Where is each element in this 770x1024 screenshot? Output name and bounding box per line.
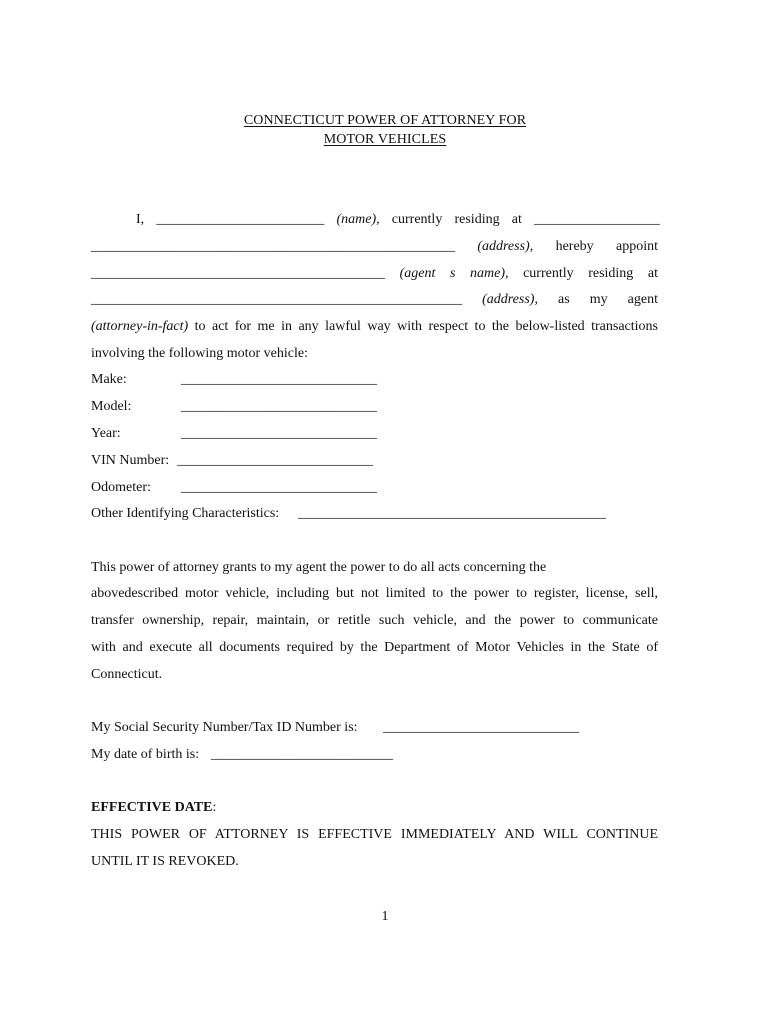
dob-label: My date of birth is: [91,747,200,762]
odometer-label: Odometer: [91,480,151,495]
vin-field[interactable]: ____________________________ [177,453,373,468]
agent-address-blank: _____________________________________________________ [91,292,483,307]
intro-line-6: involving the following motor vehicle: [91,346,308,361]
grant-line-5: Connecticut. [91,667,163,682]
make-label: Make: [91,372,127,387]
name-hint: (name) [336,212,377,227]
as-my-agent-text: , as my agent [534,292,658,307]
lawful-way-text: to act for me in any lawful way with respect to the below-listed transactions [188,319,658,334]
vin-label: VIN Number: [91,453,170,468]
agent-name-hint: (agent s name) [399,266,505,281]
intro-line-4 [91,291,658,309]
grant-line-2: abovedescribed motor vehicle, including but not limited to the power to register, license, sell, [91,586,658,601]
effective-date-colon: : [212,800,217,815]
grant-line-3: transfer ownership, repair, maintain, or retitle such vehicle, and the power to communicate [91,613,658,628]
agent-residing-text: , currently residing at [504,266,658,281]
other-characteristics-field[interactable]: ____________________________________________ [298,506,606,521]
document-title-line-2: MOTOR VEHICLES [323,132,447,147]
effective-line-2: UNTIL IT IS REVOKED. [91,854,239,869]
intro-line-5 [91,318,658,336]
ssn-field[interactable]: ____________________________ [383,720,579,735]
grant-line-4: with and execute all documents required by the Department of Motor Vehicles in the State of [91,640,658,655]
agent-name-blank: __________________________________________ [91,266,400,281]
dob-field[interactable]: __________________________ [211,747,393,762]
year-field[interactable]: ____________________________ [181,426,377,441]
address-hint: (address) [477,239,530,254]
agent-address-hint: (address) [482,292,535,307]
intro-line-3 [91,265,658,283]
grant-line-1: This power of attorney grants to my agent the power to do all acts concerning the [91,560,547,575]
intro-line-1 [136,211,660,229]
make-field[interactable]: ____________________________ [181,372,377,387]
principal-address-blank: ____________________________________________________ [91,239,478,254]
effective-date-heading [91,799,216,817]
intro-line-2 [91,238,658,256]
model-field[interactable]: ____________________________ [181,399,377,414]
odometer-field[interactable]: ____________________________ [181,480,377,495]
document-title-line-1: CONNECTICUT POWER OF ATTORNEY FOR [243,113,527,128]
appoint-text: , hereby appoint [529,239,658,254]
attorney-in-fact-hint: (attorney-in-fact) [91,319,189,334]
effective-line-1: THIS POWER OF ATTORNEY IS EFFECTIVE IMMEDIATELY AND WILL CONTINUE [91,827,658,842]
effective-date-heading-text: EFFECTIVE DATE [91,800,213,815]
year-label: Year: [91,426,121,441]
other-characteristics-label: Other Identifying Characteristics: [91,506,280,521]
model-label: Model: [91,399,132,414]
ssn-label: My Social Security Number/Tax ID Number is: [91,720,358,735]
principal-name-blank: I, ________________________ [136,212,337,227]
residing-text: , currently residing at __________________ [376,212,660,227]
page-number: 1 [381,909,389,924]
